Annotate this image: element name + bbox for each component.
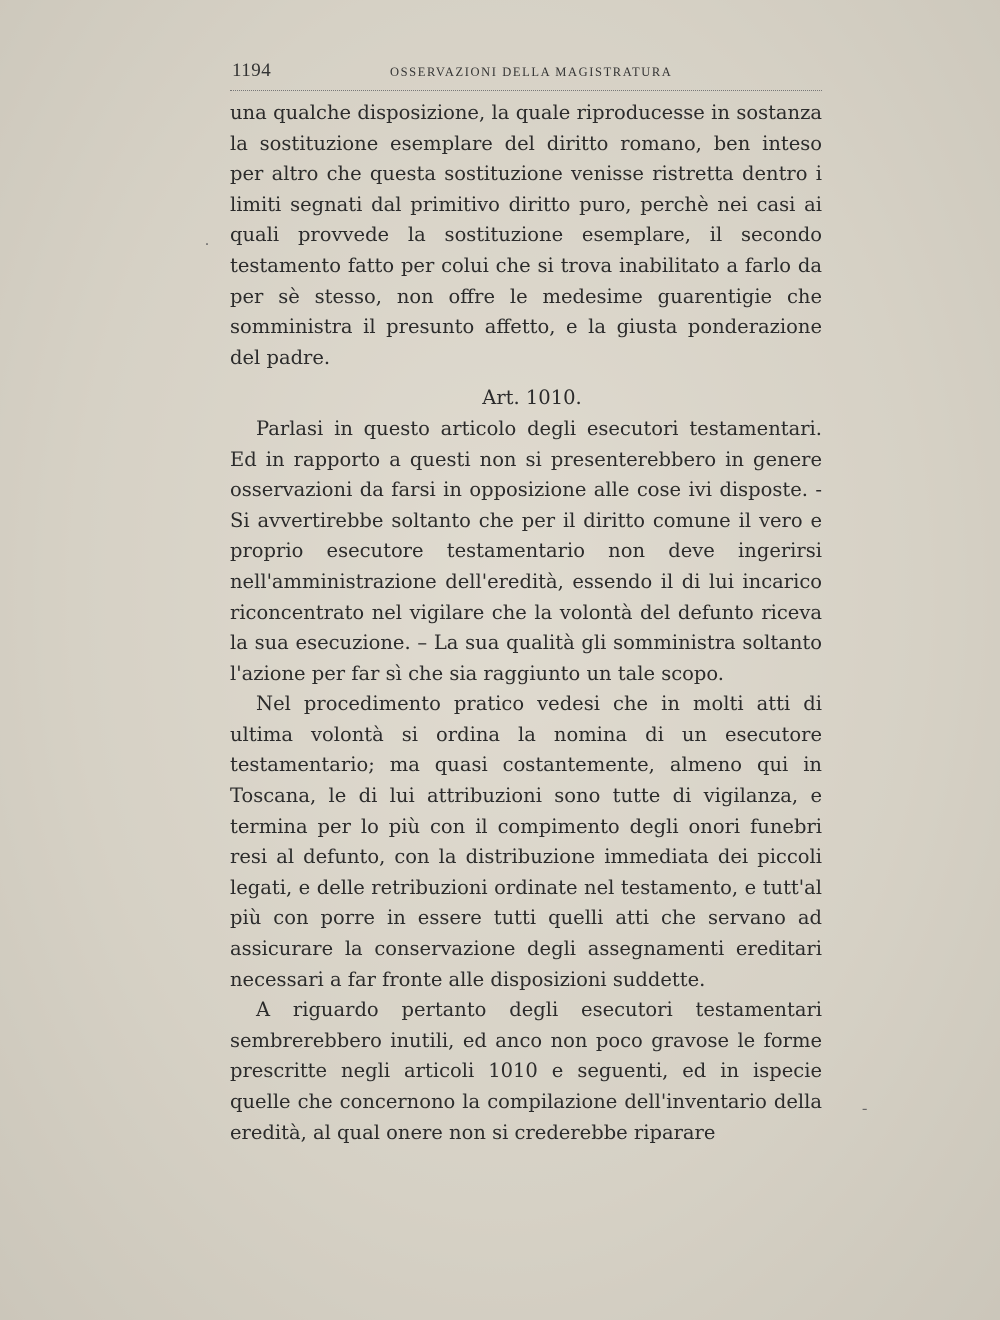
- paragraph-practical-procedure: Nel procedimento pratico vedesi che in molti atti di ultima volontà si ordina la nomina di un esecutore testamentario; ma quasi costantemente, almeno qui in Toscana, le di lui attribuzioni sono tutte di vigilanza, e termina per lo più con il compimento degli onori funebri resi al defunto, con la distribuzione immediata dei piccoli legati, e delle retribuzioni ordinate nel testamento, e tutt'al più con porre in essere tutti quelli atti che servano ad assicurare la conservazione degli assegnamenti ereditari necessari a far fronte alle disposizioni suddette.: [230, 692, 822, 991]
- article-heading: Art. 1010.: [482, 386, 582, 410]
- paragraph-executors-intro: Parlasi in questo articolo degli esecutori testamentari. Ed in rapporto a questi non si presenterebbero in genere osservazioni da farsi in opposizione alle cose ivi disposte. - Si avvertirebbe soltanto che per il diritto comune il vero e proprio esecutore testamentario non deve ingerirsi nell'amministrazione dell'eredità, essendo il di lui incarico riconcentrato nel vigilare che la volontà del defunto riceva la sua esecuzione. – La sua qualità gli somministra soltanto l'azione per far sì che sia raggiunto un tale scopo.: [230, 416, 822, 685]
- paragraph-formalities: A riguardo pertanto degli esecutori testamentari sembrerebbero inutili, ed anco non poco gravose le forme prescritte negli articoli 1010 e seguenti, ed in ispecie quelle che concernono la compilazione dell'inventario della eredità, al qual onere non si crederebbe riparare: [230, 998, 822, 1144]
- body-text: [230, 98, 822, 1148]
- running-header: [230, 60, 822, 91]
- paragraph-continuation: una qualche disposizione, la quale riproducesse in sostanza la sostituzione esemplare del diritto romano, ben inteso per altro che questa sostituzione venisse ristretta dentro i limiti segnati dal primitivo diritto puro, perchè nei casi ai quali provvede la sostituzione esemplare, il secondo testamento fatto per colui che si trova inabilitato a farlo da per sè stesso, non offre le medesime guarentigie che somministra il presunto affetto, e la giusta ponderazione del padre.: [230, 101, 822, 369]
- page-number: 1194: [232, 60, 272, 81]
- running-title: OSSERVAZIONI DELLA MAGISTRATURA: [390, 65, 673, 79]
- margin-dash-mark: -: [862, 1100, 868, 1117]
- margin-dot-mark: .: [205, 232, 209, 249]
